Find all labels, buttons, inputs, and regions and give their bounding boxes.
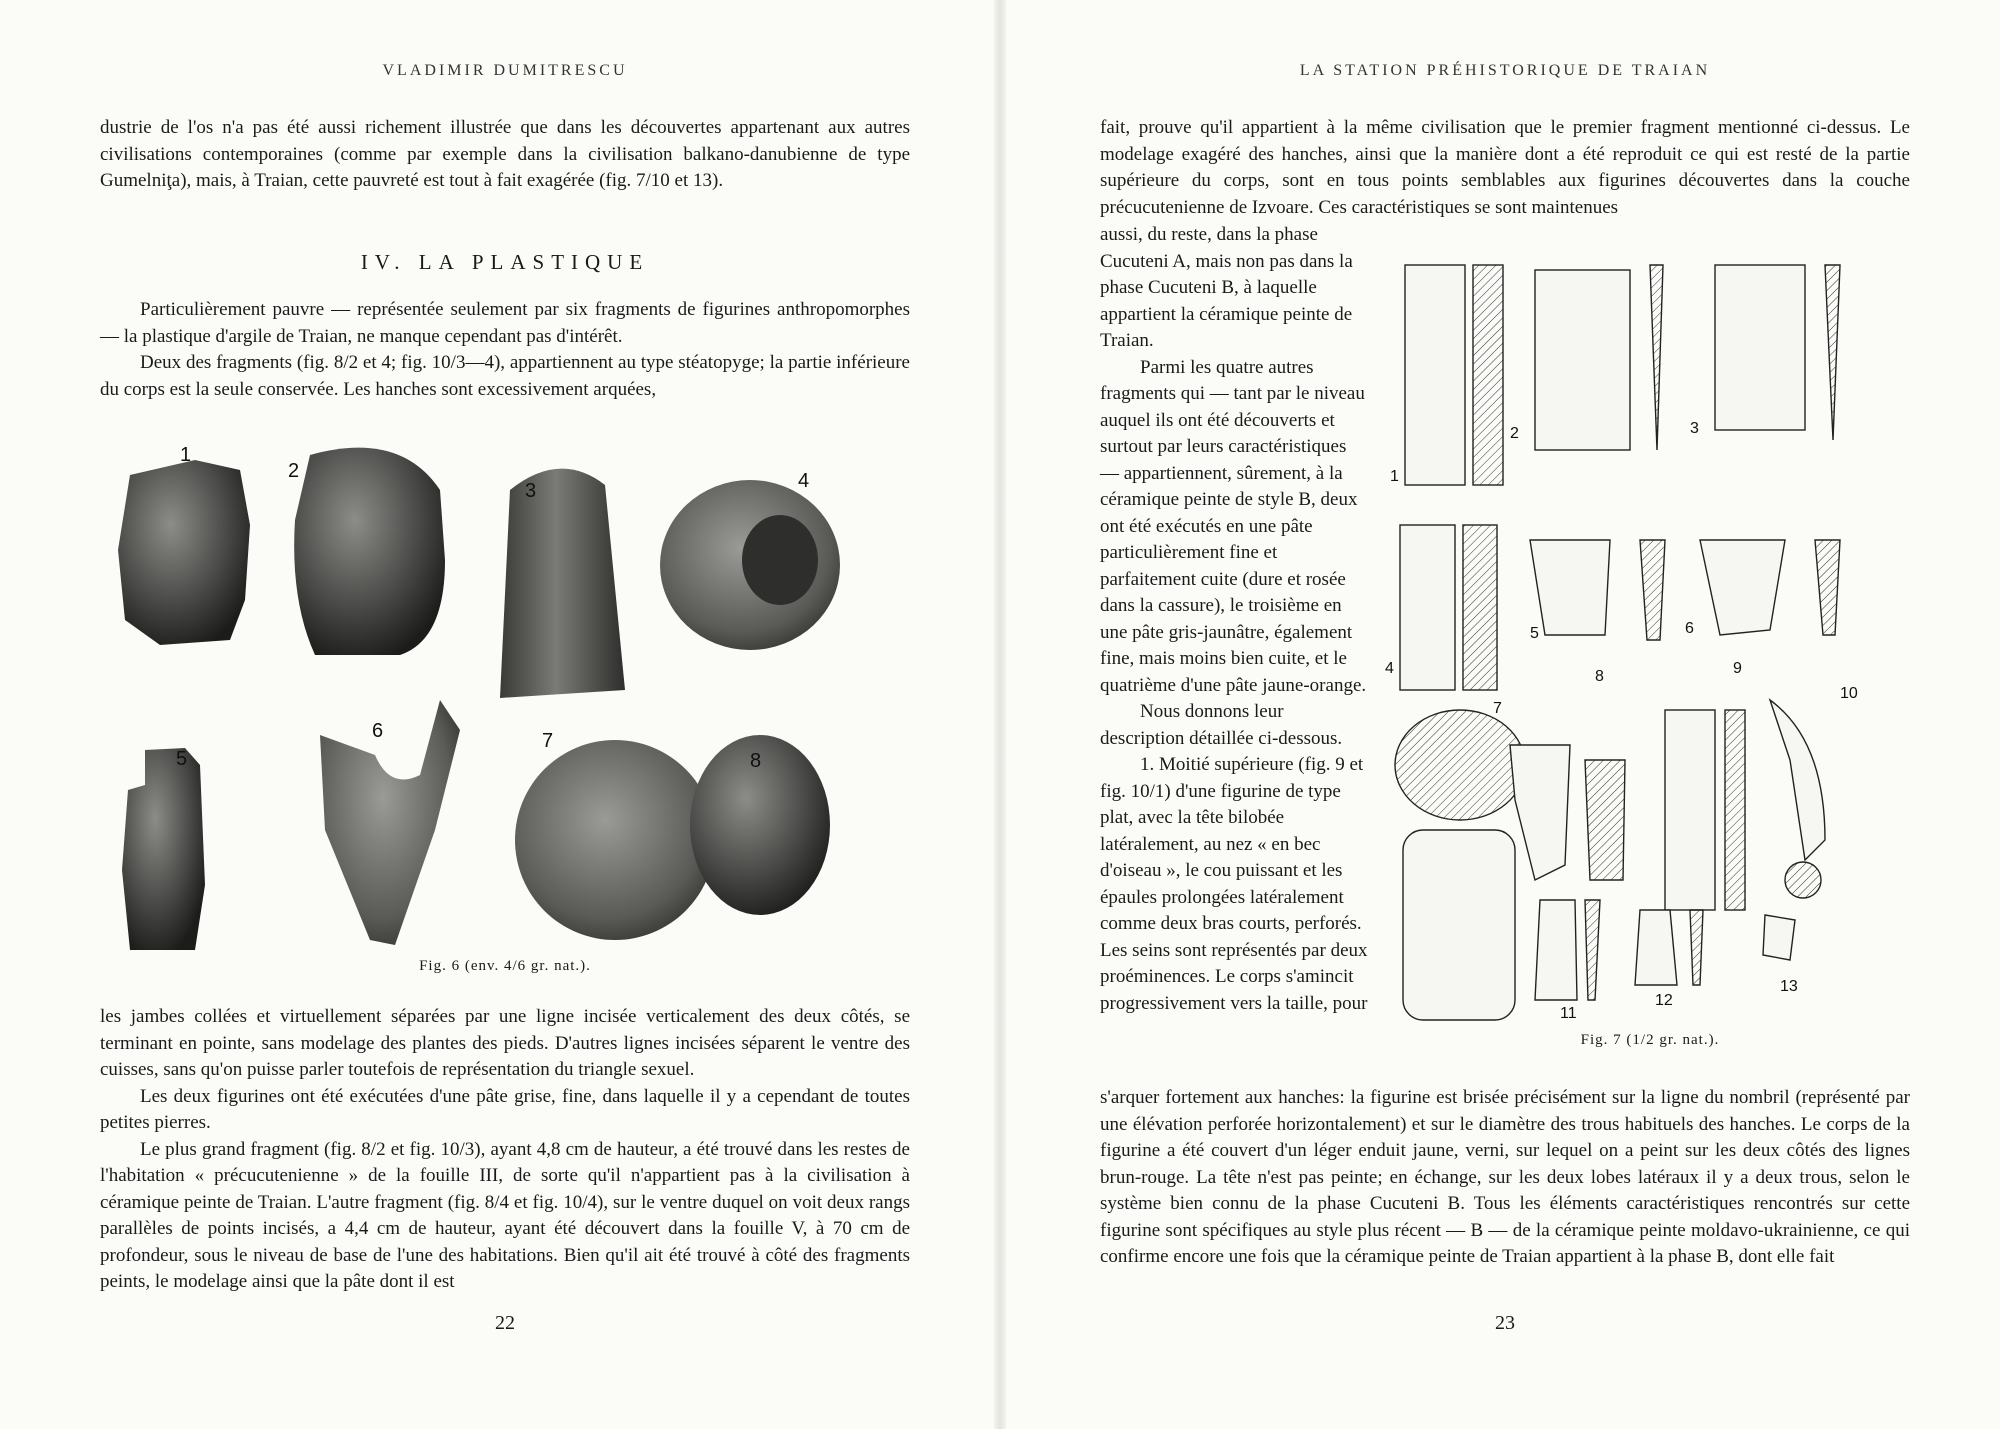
plastique-paragraph-5: Le plus grand fragment (fig. 8/2 et fig. 10/3), ayant 4,8 cm de hauteur, a été trouvé dans les restes de l'habitation « précucutenienne » de la fouille III, de sorte qu'il n'appartient pas à la civilisation à céramique peinte de Traian. L'autre fragment (fig. 8/4 et fig. 10/4), sur le ventre duquel on voit deux rangs parallèles de points incisés, a 4,4 cm de hauteur, ayant été découvert dans la fouille V, à 70 cm de profondeur, sous le niveau de base de l'une des habitations. Bien qu'il ait été trouvé à côté des fragments peints, le modelage ainsi que la pâte dont il est [100,1138,910,1292]
tool-9-side [1725,710,1745,910]
running-head-right: LA STATION PRÉHISTORIQUE DE TRAIAN [1299,62,1711,79]
stone-3 [500,469,625,698]
plastique-paragraph-2: Deux des fragments (fig. 8/2 et 4; fig. 10/3—4), appartiennent au type stéatopyge; la partie inférieure du corps est la seule conservée. Les hanches sont excessivement arquées, [100,352,910,400]
fig7-label-2: 2 [1510,425,1519,442]
stone-7 [515,740,715,940]
right-bottom-paragraph: s'arquer fortement aux hanches: la figurine est brisée précisément sur la ligne du nombril (représenté par une élévation perforée horizontalement) et sur le diamètre des trous habituels des hanches. Le corps de la figurine a été couvert d'un léger enduit jaune, verni, sur lequel on a peint sur les deux côtés des lignes brun-rouge. La tête n'est pas peinte; en échange, sur les deux lobes latéraux il y a deux trous, selon le système bien connu de la phase Cucuteni B. Tous les éléments caractéristiques rencontrés sur cette figurine sont spécifiques au style plus récent — B — de la céramique peinte moldavo-ukrainienne, ce qui confirme encore une fois que la céramique peinte de Traian appartient à la phase B, dont elle fait [1100,1087,1910,1267]
fig6-label-8: 8 [750,750,762,772]
fig7-label-9: 9 [1733,660,1742,677]
fig7-label-13: 13 [1780,978,1798,995]
tool-1-side [1473,265,1503,485]
fig6-label-1: 1 [180,444,192,466]
figure-6-photos [100,430,910,950]
column-paragraph-3: Nous donnons leur description détaillée ci-dessous. [1100,701,1343,749]
plastique-paragraph-3: les jambes collées et virtuellement séparées par une ligne incisée verticalement des deux côtés, se terminant en pointe, sans modelage des plantes des pieds. D'autres lignes incisées séparent le ventre des cuisses, sans qu'on puisse parler toutefois de représentation du triangle sexuel. [100,1006,910,1080]
section-heading: IV. LA PLASTIQUE [360,250,650,274]
left-top-paragraph: dustrie de l'os n'a pas été aussi richement illustrée que dans les découvertes appartenant aux autres civilisations contemporaines (comme par exemple dans la civilisation balkano-danubienne de type Gumelniţa), mais, à Traian, cette pauvreté est tout à fait exagérée (fig. 7/10 et 13). [100,117,910,191]
fig6-label-2: 2 [288,460,300,482]
tool-9 [1665,710,1715,910]
fig7-label-4: 4 [1385,660,1394,677]
tool-5 [1530,540,1610,635]
tool-1 [1405,265,1465,485]
tool-6 [1700,540,1785,635]
tool-10 [1770,700,1825,860]
fig7-label-11: 11 [1560,1005,1577,1022]
fig7-label-5: 5 [1530,625,1539,642]
tool-12-side [1690,910,1703,985]
tool-12 [1635,910,1677,985]
running-head-left: VLADIMIR DUMITRESCU [382,62,628,79]
page-number-left: 22 [495,1312,515,1334]
fig7-label-3: 3 [1690,420,1699,437]
tool-2 [1535,270,1630,450]
plastique-paragraph-4: Les deux figurines ont été exécutées d'une pâte grise, fine, dans laquelle il y a cependant de toutes petites pierres. [100,1085,910,1133]
fig6-label-6: 6 [372,720,384,742]
tool-3 [1715,265,1805,430]
fig6-label-3: 3 [525,480,537,502]
tool-8-side [1585,760,1625,880]
left-body-paragraphs [100,1004,910,1296]
plastique-paragraph-1: Particulièrement pauvre — représentée seulement par six fragments de figurines anthropomorphes — la plastique d'argile de Traian, ne manque cependant pas d'intérêt. [100,299,910,347]
figure-7-drawings [1385,240,1910,1030]
left-intro-paragraphs [100,297,910,403]
figure-6-caption: Fig. 6 (env. 4/6 gr. nat.). [419,958,591,974]
tool-7 [1403,830,1515,1020]
stone-5 [122,748,205,950]
column-paragraph-1: aussi, du reste, dans la phase Cucuteni A, mais non pas dans la phase Cucuteni B, à laquelle appartient la céramique peinte de Traian. [1100,224,1353,351]
fig6-label-5: 5 [176,748,188,770]
tool-3-side [1825,265,1840,440]
figure-7-caption: Fig. 7 (1/2 gr. nat.). [1580,1032,1720,1048]
tool-4-side [1463,525,1497,690]
column-paragraph-2: Parmi les quatre autres fragments qui — tant par le niveau auquel ils ont été découverts et surtout par leurs caractéristiques — appartiennent, sûrement, à la céramique peinte de style B, deux ont été exécutés en une pâte particulièrement fine et parfaitement cuite (dure et rosée dans la cassure), le troisième en une pâte gris-jaunâtre, également fine, mais moins bien cuite, et le quatrième d'une pâte jaune-orange. [1100,356,1367,696]
tool-13 [1763,915,1795,960]
figure-7-plate [1385,240,1910,1030]
fig6-label-7: 7 [542,730,554,752]
column-paragraph-4: 1. Moitié supérieure (fig. 9 et fig. 10/1) d'une figurine de type plat, avec la tête bilobée latéralement, au nez « en bec d'oiseau », le cou puissant et les épaules prolongées latéralement comme deux bras courts, perforés. Les seins sont représentés par deux proéminences. Le corps s'amincit progressivement vers la taille, pour [1100,754,1368,1014]
right-page [1000,0,2000,1429]
tool-11-side [1585,900,1600,1000]
fig6-label-4: 4 [798,470,810,492]
tool-4 [1400,525,1455,690]
tool-5-side [1640,540,1665,640]
fig7-label-6: 6 [1685,620,1694,637]
tool-8 [1510,745,1570,880]
stone-2 [294,448,445,655]
page-number-right: 23 [1495,1312,1515,1334]
tool-2-side [1650,265,1663,450]
tool-11 [1535,900,1577,1000]
fig7-label-8: 8 [1595,668,1604,685]
stone-1 [118,460,250,645]
tool-7-section [1395,710,1525,820]
right-column-text [1100,222,1368,1017]
fig7-label-12: 12 [1655,992,1673,1009]
tool-6-side [1815,540,1840,635]
fig7-label-10: 10 [1840,685,1858,702]
right-top-paragraph: fait, prouve qu'il appartient à la même civilisation que le premier fragment mentionné ci-dessus. Le modelage exagéré des hanches, ainsi que la manière dont a été reproduit ce qui est resté de la partie supérieure du corps, sont en tous points semblables aux figurines découvertes dans la couche précucutenienne de Izvoare. Ces caractéristiques se sont maintenues [1100,117,1910,218]
fig7-label-7: 7 [1493,700,1502,717]
fig7-label-1: 1 [1390,468,1399,485]
figure-6-plate [100,430,910,950]
stone-6 [320,700,460,945]
